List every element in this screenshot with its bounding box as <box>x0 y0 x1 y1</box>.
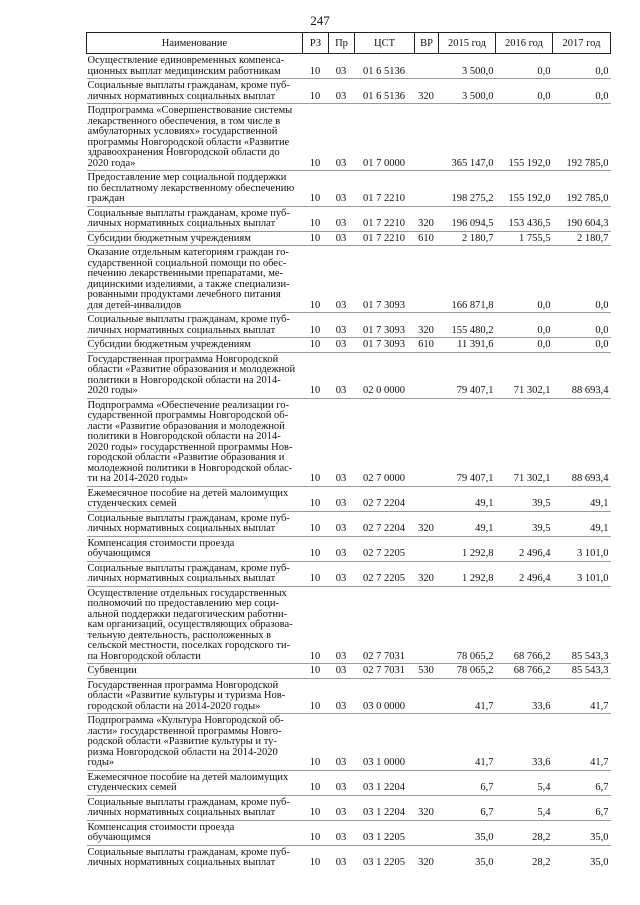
col-header-2016: 2016 год <box>496 33 553 54</box>
row-pr-cell: 03 <box>329 104 355 171</box>
row-cst-cell: 03 1 2204 <box>355 795 415 820</box>
row-name-cell: Компенсация стоимости проезда обучающимся <box>87 536 303 561</box>
row-name-cell: Оказание отдельным категориям граждан го- сударственной социальной помощи по обес- печению лекарственными препаратами, ме- дицинскими изделиями, а также специализи- рованными продуктами лечебного питания для детей-инвалидов <box>87 246 303 313</box>
row-cst-cell: 01 7 3093 <box>355 246 415 313</box>
row-rz-cell: 10 <box>303 845 329 870</box>
row-2017-cell: 0,0 <box>553 313 611 338</box>
row-vr-cell: 610 <box>415 338 439 353</box>
row-vr-cell: 530 <box>415 664 439 679</box>
row-name-cell: Ежемесячное пособие на детей малоимущих студенческих семей <box>87 770 303 795</box>
row-rz-cell: 10 <box>309 65 321 77</box>
row-2017-cell: 0,0 <box>553 79 611 104</box>
row-vr-cell: 320 <box>415 511 439 536</box>
row-2017-cell: 192 785,0 <box>553 171 611 207</box>
row-name-cell: Государственная программа Новгородской области «Развитие культуры и туризма Нов- городской области на 2014-2020 годы» <box>87 678 303 714</box>
row-2016-cell: 155 192,0 <box>496 171 553 207</box>
row-cst-cell: 02 7 2204 <box>355 511 415 536</box>
row-pr-cell: 03 <box>329 313 355 338</box>
budget-table <box>86 32 611 870</box>
table-row <box>87 820 611 845</box>
row-2016-cell: 68 766,2 <box>496 664 553 679</box>
row-cst-cell: 02 7 2204 <box>355 486 415 511</box>
row-2015-cell: 79 407,1 <box>439 352 496 398</box>
row-2015-cell: 155 480,2 <box>439 313 496 338</box>
row-2016-cell: 71 302,1 <box>496 352 553 398</box>
row-vr-cell <box>415 536 439 561</box>
row-2017-cell: 0,0 <box>595 65 609 77</box>
row-2016-cell: 33,6 <box>496 678 553 714</box>
row-cst-cell: 02 7 2205 <box>355 536 415 561</box>
row-vr-cell: 320 <box>415 79 439 104</box>
row-vr-cell <box>415 54 439 79</box>
row-pr-cell: 03 <box>329 536 355 561</box>
col-header-name: Наименование <box>87 33 303 54</box>
row-pr-cell: 03 <box>329 206 355 231</box>
row-2016-cell: 33,6 <box>496 714 553 771</box>
row-2017-cell: 49,1 <box>553 511 611 536</box>
table-row <box>87 352 611 398</box>
row-name-cell: Осуществление единовременных компенса- ционных выплат медицинским работникам <box>87 55 285 77</box>
row-cst-cell: 01 7 2210 <box>355 206 415 231</box>
row-pr-cell: 03 <box>329 845 355 870</box>
col-header-rz: РЗ <box>303 33 329 54</box>
row-2015-cell: 6,7 <box>439 770 496 795</box>
table-header-row <box>87 33 611 54</box>
row-2017-cell: 192 785,0 <box>553 104 611 171</box>
row-rz-cell: 10 <box>303 486 329 511</box>
row-cst-cell: 02 7 2205 <box>355 561 415 586</box>
row-name-cell: Осуществление отдельных государственных полномочий по предоставлению мер соци- альной поддержки педагогическим работни- кам организаций, осуществляющих образова- тельную деятельность, расположенных в сельской местности, поселках городского ти- па Новгородской области <box>87 586 303 664</box>
row-cst-cell: 02 0 0000 <box>355 352 415 398</box>
row-cst-cell: 01 7 3093 <box>355 338 415 353</box>
row-2017-cell: 85 543,3 <box>553 664 611 679</box>
row-2015-cell: 49,1 <box>439 486 496 511</box>
row-name-cell: Государственная программа Новгородской области «Развитие образования и молодежной политики в Новгородской области на 2014- 2020 годы» <box>87 352 303 398</box>
row-name-cell: Подпрограмма «Культура Новгородской об- ласти» государственной программы Новго- родской области «Развитие культуры и ту- ризма Новгородской области на 2014-2020 годы» <box>87 714 303 771</box>
row-pr-cell: 03 <box>329 678 355 714</box>
table-row <box>87 171 611 207</box>
row-cst-cell: 01 7 2210 <box>355 231 415 246</box>
table-row <box>87 206 611 231</box>
row-vr-cell <box>415 820 439 845</box>
row-cst-cell: 03 1 2205 <box>355 845 415 870</box>
row-2017-cell: 3 101,0 <box>553 561 611 586</box>
row-pr-cell: 03 <box>329 246 355 313</box>
row-2016-cell: 0,0 <box>496 246 553 313</box>
row-2015-cell: 78 065,2 <box>439 586 496 664</box>
row-2015-cell: 6,7 <box>439 795 496 820</box>
table-row <box>87 586 611 664</box>
table-row <box>87 398 611 486</box>
table-row <box>87 770 611 795</box>
row-2015-cell: 49,1 <box>439 511 496 536</box>
row-rz-cell: 10 <box>303 79 329 104</box>
row-rz-cell: 10 <box>303 206 329 231</box>
row-name-cell: Субвенции <box>87 664 303 679</box>
row-vr-cell: 320 <box>415 561 439 586</box>
table-row <box>87 795 611 820</box>
row-pr-cell: 03 <box>329 664 355 679</box>
row-name-cell: Социальные выплаты гражданам, кроме пуб- личных нормативных социальных выплат <box>87 845 303 870</box>
row-cst-cell: 01 6 5136 <box>355 79 415 104</box>
row-vr-cell: 610 <box>415 231 439 246</box>
row-2016-cell: 0,0 <box>537 65 551 77</box>
table-body <box>87 54 611 870</box>
col-header-2017: 2017 год <box>553 33 611 54</box>
row-2016-cell: 28,2 <box>496 845 553 870</box>
table-row <box>87 313 611 338</box>
row-2016-cell: 5,4 <box>496 795 553 820</box>
table-row <box>87 338 611 353</box>
row-2017-cell: 35,0 <box>553 820 611 845</box>
row-cst-cell: 03 1 0000 <box>355 714 415 771</box>
row-2015-cell: 11 391,6 <box>439 338 496 353</box>
row-vr-cell <box>415 678 439 714</box>
row-cst-cell: 02 7 7031 <box>355 664 415 679</box>
row-2017-cell: 0,0 <box>553 246 611 313</box>
row-name-cell: Компенсация стоимости проезда обучающимся <box>87 820 303 845</box>
row-rz-cell: 10 <box>303 171 329 207</box>
table-row <box>87 664 611 679</box>
row-2015-cell: 3 500,0 <box>439 79 496 104</box>
row-2017-cell: 35,0 <box>553 845 611 870</box>
col-header-2015: 2015 год <box>439 33 496 54</box>
row-2015-cell: 79 407,1 <box>439 398 496 486</box>
row-pr-cell: 03 <box>329 714 355 771</box>
table-row <box>87 561 611 586</box>
row-cst-cell: 03 1 2205 <box>355 820 415 845</box>
row-2016-cell: 155 192,0 <box>496 104 553 171</box>
row-rz-cell: 10 <box>303 104 329 171</box>
col-header-vr: ВР <box>415 33 439 54</box>
row-rz-cell: 10 <box>303 664 329 679</box>
row-rz-cell: 10 <box>303 246 329 313</box>
row-cst-cell: 02 7 7031 <box>355 586 415 664</box>
row-vr-cell: 320 <box>415 206 439 231</box>
budget-table-container <box>86 32 610 870</box>
row-vr-cell <box>415 714 439 771</box>
row-cst-cell: 01 7 3093 <box>355 313 415 338</box>
table-row <box>87 845 611 870</box>
row-rz-cell: 10 <box>303 398 329 486</box>
row-vr-cell: 320 <box>415 845 439 870</box>
table-row <box>87 79 611 104</box>
row-name-cell: Социальные выплаты гражданам, кроме пуб- личных нормативных социальных выплат <box>87 795 303 820</box>
row-rz-cell: 10 <box>303 820 329 845</box>
row-rz-cell: 10 <box>303 511 329 536</box>
row-name-cell: Подпрограмма «Обеспечение реализации го- сударственной программы Новгородской об- ласти «Развитие образования и молодежной политики в Новгородской области на 2014- 2020 годы» государственной программы Нов- городской области «Развитие образования и молодежной политики в Новгородской облас- ти на 2014-2020 годы» <box>87 398 303 486</box>
row-2015-cell: 365 147,0 <box>439 104 496 171</box>
row-2015-cell: 2 180,7 <box>439 231 496 246</box>
row-pr-cell: 03 <box>329 561 355 586</box>
row-pr-cell: 03 <box>329 352 355 398</box>
row-vr-cell <box>415 171 439 207</box>
row-2015-cell: 1 292,8 <box>439 561 496 586</box>
row-rz-cell: 10 <box>303 586 329 664</box>
row-cst-cell: 03 1 2204 <box>355 770 415 795</box>
row-2015-cell: 196 094,5 <box>439 206 496 231</box>
row-2016-cell: 5,4 <box>496 770 553 795</box>
row-2016-cell: 2 496,4 <box>496 536 553 561</box>
table-row <box>87 246 611 313</box>
row-2016-cell: 68 766,2 <box>496 586 553 664</box>
row-vr-cell: 320 <box>415 313 439 338</box>
row-2016-cell: 2 496,4 <box>496 561 553 586</box>
row-name-cell: Ежемесячное пособие на детей малоимущих студенческих семей <box>87 486 303 511</box>
row-rz-cell: 10 <box>303 231 329 246</box>
row-name-cell: Социальные выплаты гражданам, кроме пуб- личных нормативных социальных выплат <box>87 511 303 536</box>
row-2017-cell: 3 101,0 <box>553 536 611 561</box>
row-name-cell: Социальные выплаты гражданам, кроме пуб- личных нормативных социальных выплат <box>87 206 303 231</box>
row-2016-cell: 0,0 <box>496 79 553 104</box>
row-2015-cell: 1 292,8 <box>439 536 496 561</box>
row-2015-cell: 166 871,8 <box>439 246 496 313</box>
row-2016-cell: 153 436,5 <box>496 206 553 231</box>
col-header-cst: ЦСТ <box>355 33 415 54</box>
row-name-cell: Субсидии бюджетным учреждениям <box>87 338 303 353</box>
row-2017-cell: 88 693,4 <box>553 352 611 398</box>
row-rz-cell: 10 <box>303 678 329 714</box>
row-vr-cell <box>415 486 439 511</box>
row-vr-cell: 320 <box>415 795 439 820</box>
row-name-cell: Социальные выплаты гражданам, кроме пуб- личных нормативных социальных выплат <box>87 313 303 338</box>
row-vr-cell <box>415 246 439 313</box>
row-2017-cell: 6,7 <box>553 795 611 820</box>
row-vr-cell <box>415 770 439 795</box>
row-name-cell: Подпрограмма «Совершенствование системы лекарственного обеспечения, в том числе в амбулаторных условиях» государственной программы Новгородской области «Развитие здравоохранения Новгородской области до 2020 года» <box>87 104 303 171</box>
table-row <box>87 678 611 714</box>
row-2015-cell: 35,0 <box>439 820 496 845</box>
row-2017-cell: 2 180,7 <box>553 231 611 246</box>
row-cst-cell: 01 6 5136 <box>363 65 405 77</box>
row-pr-cell: 03 <box>329 486 355 511</box>
row-2015-cell: 3 500,0 <box>462 65 494 77</box>
row-2016-cell: 1 755,5 <box>496 231 553 246</box>
row-pr-cell: 03 <box>329 398 355 486</box>
row-2016-cell: 39,5 <box>496 511 553 536</box>
row-cst-cell: 01 7 0000 <box>355 104 415 171</box>
row-name-cell: Социальные выплаты гражданам, кроме пуб- личных нормативных социальных выплат <box>87 79 303 104</box>
row-2017-cell: 0,0 <box>553 338 611 353</box>
table-row <box>87 54 611 79</box>
row-cst-cell: 01 7 2210 <box>355 171 415 207</box>
row-2015-cell: 41,7 <box>439 678 496 714</box>
row-2015-cell: 198 275,2 <box>439 171 496 207</box>
col-header-pr: Пр <box>329 33 355 54</box>
row-vr-cell <box>415 104 439 171</box>
row-2017-cell: 190 604,3 <box>553 206 611 231</box>
row-pr-cell: 03 <box>329 79 355 104</box>
row-2016-cell: 71 302,1 <box>496 398 553 486</box>
row-2017-cell: 41,7 <box>553 714 611 771</box>
row-pr-cell: 03 <box>329 820 355 845</box>
row-rz-cell: 10 <box>303 352 329 398</box>
row-rz-cell: 10 <box>303 536 329 561</box>
row-2015-cell: 41,7 <box>439 714 496 771</box>
row-2015-cell: 78 065,2 <box>439 664 496 679</box>
row-2017-cell: 49,1 <box>553 486 611 511</box>
row-rz-cell: 10 <box>303 313 329 338</box>
row-rz-cell: 10 <box>303 770 329 795</box>
page-number: 247 <box>310 13 330 28</box>
row-cst-cell: 02 7 0000 <box>355 398 415 486</box>
row-2015-cell: 35,0 <box>439 845 496 870</box>
row-pr-cell: 03 <box>329 770 355 795</box>
row-pr-cell: 03 <box>329 338 355 353</box>
row-vr-cell <box>415 586 439 664</box>
row-pr-cell: 03 <box>329 231 355 246</box>
row-2016-cell: 0,0 <box>496 338 553 353</box>
row-pr-cell: 03 <box>329 586 355 664</box>
row-2016-cell: 0,0 <box>496 313 553 338</box>
row-cst-cell: 03 0 0000 <box>355 678 415 714</box>
row-pr-cell: 03 <box>329 171 355 207</box>
table-row <box>87 714 611 771</box>
row-2016-cell: 39,5 <box>496 486 553 511</box>
row-vr-cell <box>415 352 439 398</box>
row-pr-cell: 03 <box>329 511 355 536</box>
row-rz-cell: 10 <box>303 338 329 353</box>
row-2017-cell: 41,7 <box>553 678 611 714</box>
row-rz-cell: 10 <box>303 795 329 820</box>
row-vr-cell <box>415 398 439 486</box>
row-2017-cell: 88 693,4 <box>553 398 611 486</box>
row-pr-cell: 03 <box>329 795 355 820</box>
table-row <box>87 104 611 171</box>
row-pr-cell: 03 <box>335 65 347 77</box>
row-rz-cell: 10 <box>303 714 329 771</box>
row-name-cell: Социальные выплаты гражданам, кроме пуб- личных нормативных социальных выплат <box>87 561 303 586</box>
row-2016-cell: 28,2 <box>496 820 553 845</box>
row-2017-cell: 6,7 <box>553 770 611 795</box>
table-row <box>87 486 611 511</box>
table-row <box>87 511 611 536</box>
row-name-cell: Предоставление мер социальной поддержки по бесплатному лекарственному обеспечению граждан <box>87 171 303 207</box>
table-row <box>87 231 611 246</box>
row-rz-cell: 10 <box>303 561 329 586</box>
row-2017-cell: 85 543,3 <box>553 586 611 664</box>
row-name-cell: Субсидии бюджетным учреждениям <box>87 231 303 246</box>
table-row <box>87 536 611 561</box>
